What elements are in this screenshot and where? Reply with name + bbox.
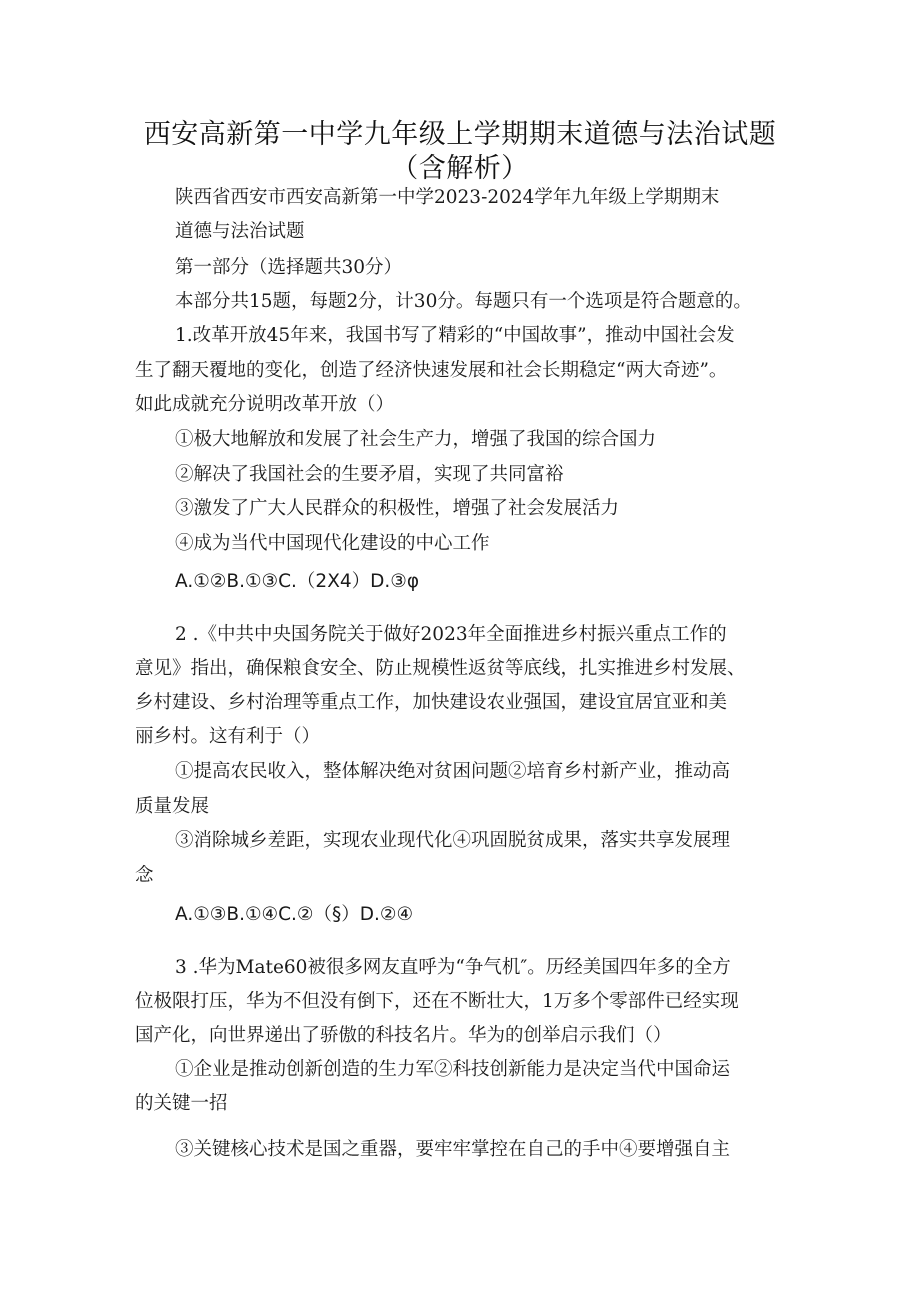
q2-stem-line3: 乡村建设、乡村治理等重点工作，加快建设农业强国，建设宜居宜亚和美	[135, 692, 728, 713]
q2-stem-line4: 丽乡村。这有利于（）	[135, 726, 321, 747]
q1-answer-choices: A.①②B.①③C.（2X4）D.③φ	[175, 571, 420, 592]
q2-options-1-2-line2: 质量发展	[135, 796, 210, 817]
q2-options-3-4-line1: ③消除城乡差距，实现农业现代化④巩固脱贫成果，落实共享发展理	[175, 830, 731, 851]
q2-answer-choices: A.①③B.①④C.②（§）D.②④	[175, 904, 414, 925]
q1-option-2: ②解决了我国社会的生要矛眉，实现了共同富裕	[175, 464, 564, 485]
q3-options-1-2-line1: ①企业是推动创新创造的生力军②科技创新能力是决定当代中国命运	[175, 1059, 731, 1080]
document-title-line1: 西安高新第一中学九年级上学期期末道德与法治试题	[143, 119, 777, 150]
q2-options-3-4-line2: 念	[135, 865, 154, 886]
q2-stem-line1: 2 .《中共中央国务院关于做好2023年全面推进乡村振兴重点工作的	[175, 624, 727, 645]
q1-option-1: ①极大地解放和发展了社会生产力，增强了我国的综合国力	[175, 429, 657, 450]
q3-stem-line1: 3 .华为Mate60被很多网友直呼为“争气机″。历经美国四年多的全方	[175, 957, 731, 978]
q1-stem-line3: 如此成就充分说明改革开放（）	[135, 394, 395, 415]
q1-stem-line1: 1.改革开放45年来，我国书写了精彩的“中国故事”，推动中国社会发	[175, 325, 735, 346]
q1-stem-line2: 生了翻天覆地的变化，创造了经济快速发展和社会长期稳定“两大奇迹”。	[135, 360, 728, 381]
q3-options-3-4-line1: ③关键核心技术是国之重器，要牢牢掌控在自己的手中④要增强自主	[175, 1139, 731, 1160]
intro-line2: 道德与法治试题	[175, 221, 305, 242]
intro-line1: 陕西省西安市西安高新第一中学2023-2024学年九年级上学期期末	[175, 187, 720, 208]
section-heading: 第一部分（选择题共30分）	[175, 257, 403, 278]
q3-options-1-2-line2: 的关键一招	[135, 1093, 228, 1114]
document-title-line2: （含解析）	[391, 153, 529, 184]
q2-options-1-2-line1: ①提高农民收入，整体解决绝对贫困问题②培育乡村新产业，推动高	[175, 761, 731, 782]
section-instruction: 本部分共15题，每题2分，计30分。每题只有一个选项是符合题意的。	[175, 291, 752, 312]
q1-option-4: ④成为当代中国现代化建设的中心工作	[175, 533, 490, 554]
q3-stem-line3: 国产化，向世界递出了骄傲的科技名片。华为的创举启示我们（）	[135, 1025, 672, 1046]
q1-option-3: ③激发了广大人民群众的积极性，增强了社会发展活力	[175, 498, 620, 519]
q2-stem-line2: 意见》指出，确保粮食安全、防止规模性返贫等底线，扎实推进乡村发展、	[135, 658, 746, 679]
q3-stem-line2: 位极限打压，华为不但没有倒下，还在不断壮大，1万多个零部件已经实现	[135, 991, 739, 1012]
